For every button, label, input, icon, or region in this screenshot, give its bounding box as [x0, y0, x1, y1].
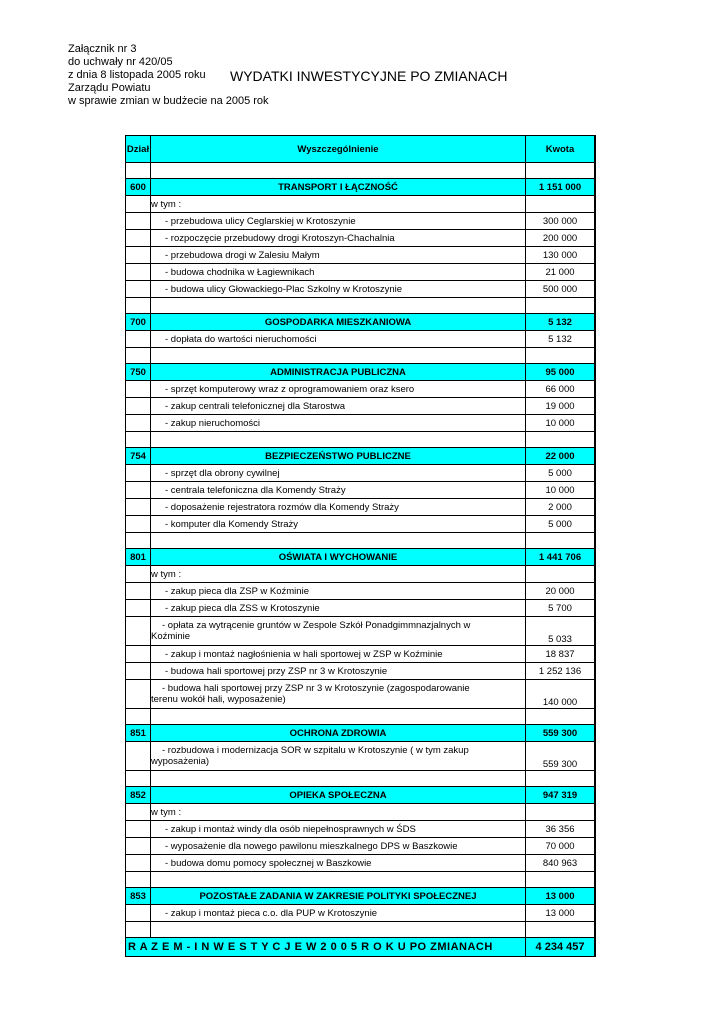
dzial-code: 754: [126, 448, 151, 465]
table-row: [126, 264, 596, 281]
item-description-line: Koźminie: [151, 631, 191, 642]
item-amount: 2 000: [526, 499, 596, 516]
empty-row: [126, 771, 596, 787]
empty-row: [126, 533, 596, 549]
section-amount: 5 132: [526, 314, 596, 331]
dzial-cell: [126, 804, 151, 821]
empty-row: [126, 709, 596, 725]
amount-cell: [526, 163, 596, 179]
item-description: - przebudowa drogi w Zalesiu Małym: [151, 247, 526, 264]
dzial-code: 853: [126, 888, 151, 905]
dzial-cell: [126, 533, 151, 549]
dzial-cell: [126, 432, 151, 448]
table-row: [126, 381, 596, 398]
amount-cell: [526, 432, 596, 448]
table-row: [126, 499, 596, 516]
empty-row: [126, 872, 596, 888]
item-description-line: wyposażenia): [151, 756, 210, 767]
table-row: [126, 196, 596, 213]
dzial-cell: [126, 348, 151, 364]
total-amount: 4 234 457: [526, 938, 596, 957]
column-header-kwota: Kwota: [526, 136, 596, 163]
subheading-text: w tym :: [151, 804, 526, 821]
description-cell: [151, 348, 526, 364]
header-line: Załącznik nr 3: [68, 43, 137, 55]
table-row: [126, 905, 596, 922]
item-description: [151, 742, 526, 771]
header-line: z dnia 8 listopada 2005 roku: [68, 69, 206, 81]
description-cell: [151, 771, 526, 787]
dzial-cell: [126, 855, 151, 872]
item-amount: 5 132: [526, 331, 596, 348]
table-header-row: [126, 136, 596, 163]
section-row: [126, 787, 596, 804]
empty-row: [126, 298, 596, 314]
item-amount: 840 963: [526, 855, 596, 872]
description-cell: [151, 922, 526, 938]
item-description: - komputer dla Komendy Straży: [151, 516, 526, 533]
item-description-line: terenu wokół hali, wyposażenie): [151, 694, 286, 705]
dzial-cell: [126, 709, 151, 725]
item-amount: 5 700: [526, 600, 596, 617]
item-description: [151, 617, 526, 646]
dzial-cell: [126, 905, 151, 922]
dzial-cell: [126, 331, 151, 348]
item-description: - zakup centrali telefonicznej dla Starostwa: [151, 398, 526, 415]
description-cell: [151, 533, 526, 549]
item-description: - budowa ulicy Głowackiego-Plac Szkolny w Krotoszynie: [151, 281, 526, 298]
dzial-cell: [126, 213, 151, 230]
empty-row: [126, 348, 596, 364]
subheading-text: w tym :: [151, 196, 526, 213]
section-title: GOSPODARKA MIESZKANIOWA: [151, 314, 526, 331]
amount-cell: [526, 348, 596, 364]
dzial-cell: [126, 230, 151, 247]
amount-cell: [526, 771, 596, 787]
dzial-cell: [126, 499, 151, 516]
table-row: [126, 838, 596, 855]
table-row: [126, 646, 596, 663]
dzial-cell: [126, 583, 151, 600]
item-amount: 130 000: [526, 247, 596, 264]
empty-row: [126, 163, 596, 179]
section-row: [126, 549, 596, 566]
dzial-code: 750: [126, 364, 151, 381]
dzial-cell: [126, 600, 151, 617]
item-amount: 70 000: [526, 838, 596, 855]
item-amount: 10 000: [526, 482, 596, 499]
item-description: - budowa chodnika w Łagiewnikach: [151, 264, 526, 281]
item-amount: 19 000: [526, 398, 596, 415]
dzial-cell: [126, 646, 151, 663]
dzial-cell: [126, 298, 151, 314]
item-description: - sprzęt komputerowy wraz z oprogramowaniem oraz ksero: [151, 381, 526, 398]
item-amount: 300 000: [526, 213, 596, 230]
item-description: - zakup i montaż nagłośnienia w hali sportowej w ZSP w Koźminie: [151, 646, 526, 663]
section-amount: 22 000: [526, 448, 596, 465]
total-label: R A Z E M - I N W E S T Y C J E W 2 0 0 5 R O K U PO ZMIANACH: [126, 938, 526, 957]
dzial-cell: [126, 680, 151, 709]
item-description: - zakup nieruchomości: [151, 415, 526, 432]
table-row: [126, 213, 596, 230]
item-amount: [526, 566, 596, 583]
dzial-code: 700: [126, 314, 151, 331]
table-row: [126, 482, 596, 499]
section-title: OPIEKA SPOŁECZNA: [151, 787, 526, 804]
table-row: [126, 331, 596, 348]
section-amount: 13 000: [526, 888, 596, 905]
table-row: [126, 415, 596, 432]
dzial-cell: [126, 281, 151, 298]
item-description-line: - opłata za wytrącenie gruntów w Zespole Szkół Ponadgimmnazjalnych w: [162, 620, 471, 631]
item-description: - zakup pieca dla ZSS w Krotoszynie: [151, 600, 526, 617]
item-amount: 36 356: [526, 821, 596, 838]
table-row: [126, 566, 596, 583]
dzial-cell: [126, 163, 151, 179]
table-row: [126, 600, 596, 617]
item-description: [151, 680, 526, 709]
amount-cell: [526, 922, 596, 938]
header-line: do uchwały nr 420/05: [68, 56, 173, 68]
dzial-cell: [126, 398, 151, 415]
description-cell: [151, 872, 526, 888]
table-row: [126, 680, 596, 709]
item-amount: [526, 196, 596, 213]
total-row: [126, 938, 596, 957]
description-cell: [151, 298, 526, 314]
table-row: [126, 804, 596, 821]
section-row: [126, 179, 596, 196]
section-title: TRANSPORT I ŁĄCZNOŚĆ: [151, 179, 526, 196]
section-amount: 559 300: [526, 725, 596, 742]
dzial-cell: [126, 465, 151, 482]
section-title: ADMINISTRACJA PUBLICZNA: [151, 364, 526, 381]
subheading-text: w tym :: [151, 566, 526, 583]
item-description: - budowa domu pomocy społecznej w Baszkowie: [151, 855, 526, 872]
item-amount: 500 000: [526, 281, 596, 298]
dzial-cell: [126, 264, 151, 281]
amount-cell: [526, 872, 596, 888]
table-row: [126, 247, 596, 264]
description-cell: [151, 163, 526, 179]
section-title: OŚWIATA I WYCHOWANIE: [151, 549, 526, 566]
dzial-cell: [126, 663, 151, 680]
item-amount: [526, 804, 596, 821]
item-description: - przebudowa ulicy Ceglarskiej w Krotoszynie: [151, 213, 526, 230]
item-amount: 1 252 136: [526, 663, 596, 680]
dzial-cell: [126, 482, 151, 499]
item-amount: 559 300: [526, 742, 596, 771]
item-description: - sprzęt dla obrony cywilnej: [151, 465, 526, 482]
amount-cell: [526, 298, 596, 314]
dzial-cell: [126, 771, 151, 787]
dzial-cell: [126, 617, 151, 646]
table-row: [126, 516, 596, 533]
section-title: OCHRONA ZDROWIA: [151, 725, 526, 742]
section-row: [126, 448, 596, 465]
table-row: [126, 617, 596, 646]
header-line: Zarządu Powiatu: [68, 82, 151, 94]
item-description: - rozpoczęcie przebudowy drogi Krotoszyn-Chachalnia: [151, 230, 526, 247]
dzial-cell: [126, 381, 151, 398]
table-row: [126, 465, 596, 482]
item-description: - dopłata do wartości nieruchomości: [151, 331, 526, 348]
section-amount: 95 000: [526, 364, 596, 381]
item-amount: 66 000: [526, 381, 596, 398]
section-amount: 1 151 000: [526, 179, 596, 196]
column-header-dzial: Dział: [126, 136, 151, 163]
description-cell: [151, 432, 526, 448]
table-row: [126, 583, 596, 600]
dzial-cell: [126, 821, 151, 838]
section-title: POZOSTAŁE ZADANIA W ZAKRESIE POLITYKI SPOŁECZNEJ: [151, 888, 526, 905]
dzial-cell: [126, 838, 151, 855]
description-cell: [151, 709, 526, 725]
table-row: [126, 398, 596, 415]
item-description: - centrala telefoniczna dla Komendy Straży: [151, 482, 526, 499]
item-amount: 21 000: [526, 264, 596, 281]
dzial-cell: [126, 196, 151, 213]
table-row: [126, 855, 596, 872]
item-description-line: - rozbudowa i modernizacja SOR w szpitalu w Krotoszynie ( w tym zakup: [162, 745, 469, 756]
item-description: - zakup i montaż pieca c.o. dla PUP w Krotoszynie: [151, 905, 526, 922]
dzial-cell: [126, 247, 151, 264]
item-description: - doposażenie rejestratora rozmów dla Komendy Straży: [151, 499, 526, 516]
dzial-cell: [126, 516, 151, 533]
item-amount: 5 033: [526, 617, 596, 646]
column-header-description: Wyszczególnienie: [151, 136, 526, 163]
item-amount: 18 837: [526, 646, 596, 663]
item-amount: 5 000: [526, 516, 596, 533]
dzial-code: 600: [126, 179, 151, 196]
section-title: BEZPIECZEŃSTWO PUBLICZNE: [151, 448, 526, 465]
item-amount: 10 000: [526, 415, 596, 432]
item-amount: 200 000: [526, 230, 596, 247]
dzial-cell: [126, 415, 151, 432]
amount-cell: [526, 709, 596, 725]
item-description: - budowa hali sportowej przy ZSP nr 3 w Krotoszynie: [151, 663, 526, 680]
item-description: - zakup i montaż windy dla osób niepełnosprawnych w ŚDS: [151, 821, 526, 838]
dzial-cell: [126, 922, 151, 938]
section-row: [126, 364, 596, 381]
table-row: [126, 281, 596, 298]
table-row: [126, 663, 596, 680]
dzial-cell: [126, 872, 151, 888]
item-description: - wyposażenie dla nowego pawilonu mieszkalnego DPS w Baszkowie: [151, 838, 526, 855]
item-description-line: - budowa hali sportowej przy ZSP nr 3 w Krotoszynie (zagospodarowanie: [162, 683, 470, 694]
dzial-code: 851: [126, 725, 151, 742]
investment-table: [125, 135, 596, 957]
empty-row: [126, 432, 596, 448]
page-title: WYDATKI INWESTYCYJNE PO ZMIANACH: [230, 68, 508, 84]
dzial-cell: [126, 742, 151, 771]
item-amount: 140 000: [526, 680, 596, 709]
item-amount: 20 000: [526, 583, 596, 600]
dzial-code: 801: [126, 549, 151, 566]
table-row: [126, 821, 596, 838]
header-line: w sprawie zmian w budżecie na 2005 rok: [68, 95, 269, 107]
section-row: [126, 314, 596, 331]
section-row: [126, 725, 596, 742]
section-amount: 1 441 706: [526, 549, 596, 566]
item-amount: 5 000: [526, 465, 596, 482]
amount-cell: [526, 533, 596, 549]
section-amount: 947 319: [526, 787, 596, 804]
dzial-code: 852: [126, 787, 151, 804]
table-row: [126, 742, 596, 771]
section-row: [126, 888, 596, 905]
empty-row: [126, 922, 596, 938]
item-description: - zakup pieca dla ZSP w Koźminie: [151, 583, 526, 600]
item-amount: 13 000: [526, 905, 596, 922]
table-row: [126, 230, 596, 247]
dzial-cell: [126, 566, 151, 583]
